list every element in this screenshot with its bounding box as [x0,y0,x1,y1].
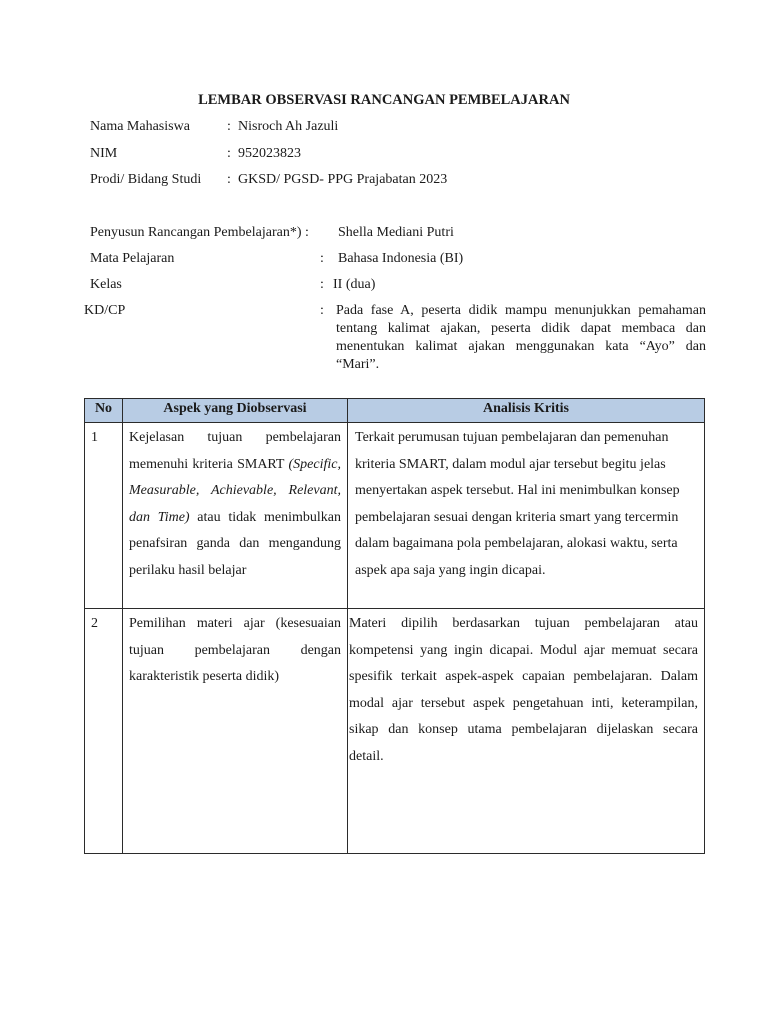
aspek-italic-text: (Specific, Measurable, Achievable, Relevant, dan Time) [129,456,341,525]
prodi-label: Prodi/ Bidang Studi [90,172,202,187]
nim-value: 952023823 [238,146,301,161]
mapel-label: Mata Pelajaran [90,251,175,266]
penyusun-value: Shella Mediani Putri [338,225,454,240]
kdcp-value: Pada fase A, peserta didik mampu menunjukkan pemahaman tentang kalimat ajakan, peserta didik dapat membaca dan menentukan kalimat ajakan menggunakan kata “Ayo” dan “Mari”. [336,303,706,372]
header-aspek: Aspek yang Diobservasi [123,399,348,423]
nama-value: Nisroch Ah Jazuli [238,119,339,134]
nama-label: Nama Mahasiswa [90,119,190,134]
row-number: 1 [85,423,123,609]
analisis-cell: Terkait perumusan tujuan pembelajaran dan pemenuhan kriteria SMART, dalam modul ajar tersebut begitu jelas menyertakan aspek tersebut. Hal ini menimbulkan konsep pembelajaran sesuai dengan kriteria smart yang tercermin dalam bagaimana pola pembelajaran, alokasi waktu, serta aspek apa saja yang ingin dicapai. [348,423,705,609]
aspek-text: Kejelasan tujuan pembelajaran memenuhi kriteria SMART [129,430,341,472]
kelas-label: Kelas [90,277,122,292]
table-header-row [85,399,705,423]
table-row [85,423,705,609]
nama-separator: : [227,119,231,134]
aspek-text-continued: atau tidak menimbulkan penafsiran ganda dan mengandung perilaku hasil belajar [129,509,341,578]
aspek-cell [123,423,348,609]
observation-table [84,398,705,854]
penyusun-label: Penyusun Rancangan Pembelajaran*) : [90,225,309,240]
document-title: LEMBAR OBSERVASI RANCANGAN PEMBELAJARAN [198,92,570,108]
kelas-value: II (dua) [333,277,376,292]
mapel-separator: : [320,251,324,266]
kdcp-separator: : [320,303,324,318]
nim-separator: : [227,146,231,161]
header-analisis: Analisis Kritis [348,399,705,423]
prodi-separator: : [227,172,231,187]
row-number: 2 [85,609,123,854]
header-no: No [85,399,123,423]
prodi-value: GKSD/ PGSD- PPG Prajabatan 2023 [238,172,448,187]
kdcp-label: KD/CP [84,303,126,318]
analisis-cell: Materi dipilih berdasarkan tujuan pembelajaran atau kompetensi yang ingin dicapai. Modul ajar memuat secara spesifik terkait aspek-aspek capaian pembelajaran. Dalam modal ajar tersebut aspek pengetahuan inti, keterampilan, sikap dan konsep utama pembelajaran dijelaskan secara detail. [348,609,705,854]
mapel-value: Bahasa Indonesia (BI) [338,251,464,266]
nim-label: NIM [90,146,118,161]
kelas-separator: : [320,277,324,292]
table-row [85,609,705,854]
aspek-cell: Pemilihan materi ajar (kesesuaian tujuan pembelajaran dengan karakteristik peserta didik) [123,609,348,854]
